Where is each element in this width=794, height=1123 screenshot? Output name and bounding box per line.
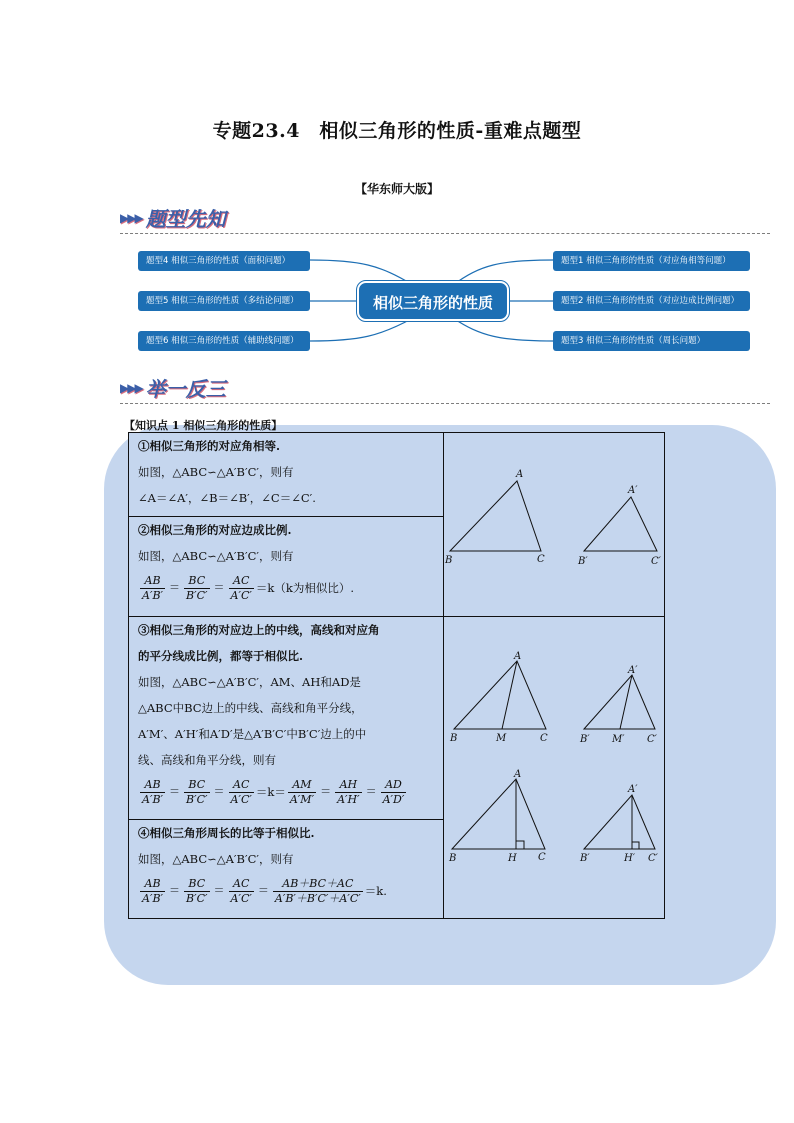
fraction: $\frac{AB}{A'B'}$ bbox=[142, 573, 164, 602]
mindmap-item-topic5[interactable]: 题型5 相似三角形的性质（多结论问题） bbox=[138, 291, 310, 311]
page-title: 专题23.4 相似三角形的性质-重难点题型 bbox=[212, 120, 582, 142]
label-b2: B′ bbox=[578, 556, 588, 567]
formula-tail: ＝k. bbox=[364, 884, 387, 898]
fraction: $\frac{AM}{A'M'}$ bbox=[289, 777, 315, 806]
label-a: A bbox=[516, 469, 524, 480]
property-formula: ∠A＝∠A′，∠B＝∠B′，∠C＝∠C′. bbox=[138, 491, 316, 505]
fraction: $\frac{AC}{A'C'}$ bbox=[230, 876, 252, 905]
property-heading: ④相似三角形周长的比等于相似比. bbox=[138, 826, 315, 840]
triangle-abc bbox=[450, 481, 541, 551]
label-b: B bbox=[449, 853, 457, 864]
label-m2: M′ bbox=[612, 734, 625, 745]
label-c2: C′ bbox=[648, 853, 658, 864]
mindmap-item-topic2[interactable]: 题型2 相似三角形的性质（对应边成比例问题） bbox=[553, 291, 750, 311]
label-c2: C′ bbox=[651, 556, 661, 567]
property-heading: 的平分线成比例，都等于相似比. bbox=[138, 649, 304, 663]
edition-label: 【华东师大版】 bbox=[354, 182, 439, 196]
label-b: B bbox=[445, 555, 453, 566]
property-lines bbox=[138, 617, 408, 811]
mindmap-item-topic6[interactable]: 题型6 相似三角形的性质（辅助线问题） bbox=[138, 331, 310, 351]
label-a: A bbox=[514, 651, 522, 662]
divider bbox=[120, 403, 770, 404]
property-heading: ①相似三角形的对应角相等. bbox=[138, 439, 281, 453]
fraction: $\frac{AH}{A'H'}$ bbox=[337, 777, 360, 806]
mindmap-center-node[interactable]: 相似三角形的性质 bbox=[357, 281, 509, 321]
section-banner-practice-text: 举一反三 bbox=[145, 377, 226, 401]
formula-tail: ＝k（k为相似比）. bbox=[255, 581, 354, 595]
label-c: C bbox=[540, 733, 548, 744]
label-a2: A′ bbox=[628, 485, 638, 496]
label-c: C bbox=[537, 554, 545, 565]
label-b: B bbox=[450, 733, 458, 744]
fraction: $\frac{AD}{A'D'}$ bbox=[382, 777, 405, 806]
property-text: A′M′、A′H′和A′D′是△A′B′C′中B′C′边上的中 bbox=[138, 727, 367, 741]
triangle-a2b2c2 bbox=[584, 497, 657, 551]
figure-similar-triangles bbox=[444, 463, 664, 573]
mindmap-item-topic1[interactable]: 题型1 相似三角形的性质（对应角相等问题） bbox=[553, 251, 750, 271]
triple-arrow-icon: ▶▶▶ bbox=[120, 211, 142, 225]
property-text: 如图，△ABC∽△A′B′C′，则有 bbox=[138, 465, 294, 479]
property-text: 线、高线和角平分线，则有 bbox=[138, 753, 276, 767]
label-b2: B′ bbox=[580, 853, 590, 864]
property-text: 如图，△ABC∽△A′B′C′，AM、AH和AD是 bbox=[138, 675, 361, 689]
triple-arrow-icon: ▶▶▶ bbox=[120, 381, 142, 395]
fraction: $\frac{BC}{B'C'}$ bbox=[186, 777, 208, 806]
knowledge-table bbox=[128, 432, 665, 919]
formula-k: ＝k＝ bbox=[255, 785, 286, 799]
label-c2: C′ bbox=[647, 734, 657, 745]
property-heading: ②相似三角形的对应边成比例. bbox=[138, 523, 292, 537]
mindmap-item-topic3[interactable]: 题型3 相似三角形的性质（周长问题） bbox=[553, 331, 750, 351]
fraction: $\frac{AB}{A'B'}$ bbox=[142, 876, 164, 905]
label-a2: A′ bbox=[628, 784, 638, 795]
fraction: $\frac{BC}{B'C'}$ bbox=[186, 876, 208, 905]
section-banner-practice bbox=[120, 373, 320, 399]
knowledge-point-label: 【知识点 1 相似三角形的性质】 bbox=[124, 419, 283, 432]
label-a2: A′ bbox=[628, 665, 638, 676]
section-banner-preview-text: 题型先知 bbox=[145, 207, 226, 231]
property-text: 如图，△ABC∽△A′B′C′，则有 bbox=[138, 549, 294, 563]
figure-median-triangles bbox=[444, 647, 664, 747]
property-text: △ABC中BC边上的中线、高线和角平分线， bbox=[138, 701, 363, 715]
property-angles bbox=[138, 433, 316, 511]
label-m: M bbox=[496, 733, 507, 744]
fraction: $\frac{AB+BC+AC}{A'B'+B'C'+A'C'}$ bbox=[274, 876, 361, 905]
property-sides bbox=[138, 517, 354, 607]
fraction: $\frac{AC}{A'C'}$ bbox=[230, 777, 252, 806]
figure-height-triangles bbox=[444, 769, 664, 869]
fraction: $\frac{BC}{B'C'}$ bbox=[186, 573, 208, 602]
label-h: H bbox=[508, 853, 517, 864]
property-perimeter bbox=[138, 820, 387, 910]
label-c: C bbox=[538, 852, 546, 863]
ratio-formula: $\frac{AB}{A'B'}$ ＝ $\frac{BC}{B'C'}$ ＝ $\frac{AC}{A'C'}$ ＝k（k为相似比）. bbox=[142, 573, 354, 602]
property-text: 如图，△ABC∽△A′B′C′，则有 bbox=[138, 852, 294, 866]
ratio-formula: $\frac{AB}{A'B'}$ ＝ $\frac{BC}{B'C'}$ ＝ $\frac{AC}{A'C'}$ ＝k＝ $\frac{AM}{A'M'}$ ＝ $\frac{AH}{A'H'}$ ＝ $\frac{AD}{A'D'}$ bbox=[142, 777, 405, 806]
fraction: $\frac{AB}{A'B'}$ bbox=[142, 777, 164, 806]
label-h2: H′ bbox=[624, 853, 635, 864]
label-b2: B′ bbox=[580, 734, 590, 745]
fraction: $\frac{AC}{A'C'}$ bbox=[230, 573, 252, 602]
property-heading: ③相似三角形的对应边上的中线，高线和对应角 bbox=[138, 623, 380, 637]
label-a: A bbox=[514, 769, 522, 780]
ratio-formula: $\frac{AB}{A'B'}$ ＝ $\frac{BC}{B'C'}$ ＝ $\frac{AC}{A'C'}$ ＝ $\frac{AB+BC+AC}{A'B'+B'C'+A'C'}$ ＝k. bbox=[142, 876, 387, 905]
mindmap-item-topic4[interactable]: 题型4 相似三角形的性质（面积问题） bbox=[138, 251, 310, 271]
